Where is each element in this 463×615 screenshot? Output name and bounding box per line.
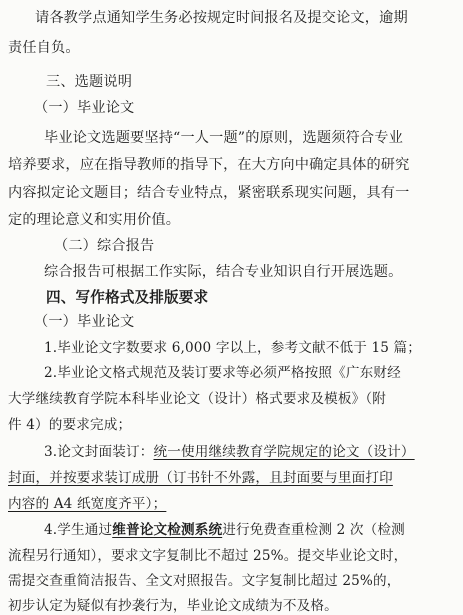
section-4-item-2-line-1: 2.毕业论文格式规范及装订要求等必须严格按照《广东财经 <box>44 365 401 381</box>
section-4-item-4-line-4: 初步认定为疑似有抄袭行为，毕业论文成绩为不及格。 <box>8 598 338 614</box>
intro-line-1: 请各教学点通知学生务必按规定时间报名及提交论文，逾期 <box>35 10 408 26</box>
section-4-item-4-line-3: 需提交查重简洁报告、全文对照报告。文字复制比超过 25%的， <box>8 573 401 589</box>
section-4-sub1-heading: （一）毕业论文 <box>34 314 135 330</box>
intro-line-2: 责任自负。 <box>8 40 80 56</box>
section-4-heading: 四、写作格式及排版要求 <box>46 289 209 306</box>
item-4-suffix: 进行免费查重检测 2 次（检测 <box>222 522 405 538</box>
section-4-item-3-line-3: 内容的 A4 纸宽度齐平）； <box>8 496 167 512</box>
section-4-item-3-line-1 <box>44 442 463 462</box>
section-4-item-2-line-2: 大学继续教育学院本科毕业论文（设计）格式要求及模板》（附 <box>8 391 387 407</box>
section-4-item-2-line-3: 件 4）的要求完成； <box>8 417 132 433</box>
item-3-underlined-1: 统一使用继续教育学院规定的论文（设计） <box>153 444 415 460</box>
section-4-item-4-line-1 <box>44 520 463 540</box>
item-4-prefix: 4.学生通过 <box>44 522 113 538</box>
section-3-sub1-line-4: 定的理论意义和实用价值。 <box>8 212 181 228</box>
section-4-item-1: 1.毕业论文字数要求 6,000 字以上，参考文献不低于 15 篇； <box>44 340 422 356</box>
section-3-sub1-line-1: 毕业论文选题要坚持“一人一题”的原则，选题须符合专业 <box>44 130 403 146</box>
section-4-item-3-line-2: 封面，并按要求装订成册（订书针不外露，且封面要与里面打印 <box>8 470 393 486</box>
section-4-item-4-line-2: 流程另行通知），要求文字复制比不超过 25%。提交毕业论文时， <box>8 548 408 564</box>
plagiarism-system-name: 维普论文检测系统 <box>112 522 223 538</box>
section-3-sub1-line-3: 内容拟定论文题目；结合专业特点，紧密联系现实问题，具有一 <box>8 185 410 201</box>
section-3-heading: 三、选题说明 <box>46 74 133 90</box>
section-3-sub2-heading: （二）综合报告 <box>54 238 155 254</box>
section-3-sub1-line-2: 培养要求，应在指导教师的指导下，在大方向中确定具体的研究 <box>8 157 410 173</box>
item-3-prefix: 3.论文封面装订： <box>44 444 154 460</box>
section-3-sub1-heading: （一）毕业论文 <box>34 100 135 116</box>
section-3-sub2-line-1: 综合报告可根据工作实际，结合专业知识自行开展选题。 <box>44 264 403 280</box>
